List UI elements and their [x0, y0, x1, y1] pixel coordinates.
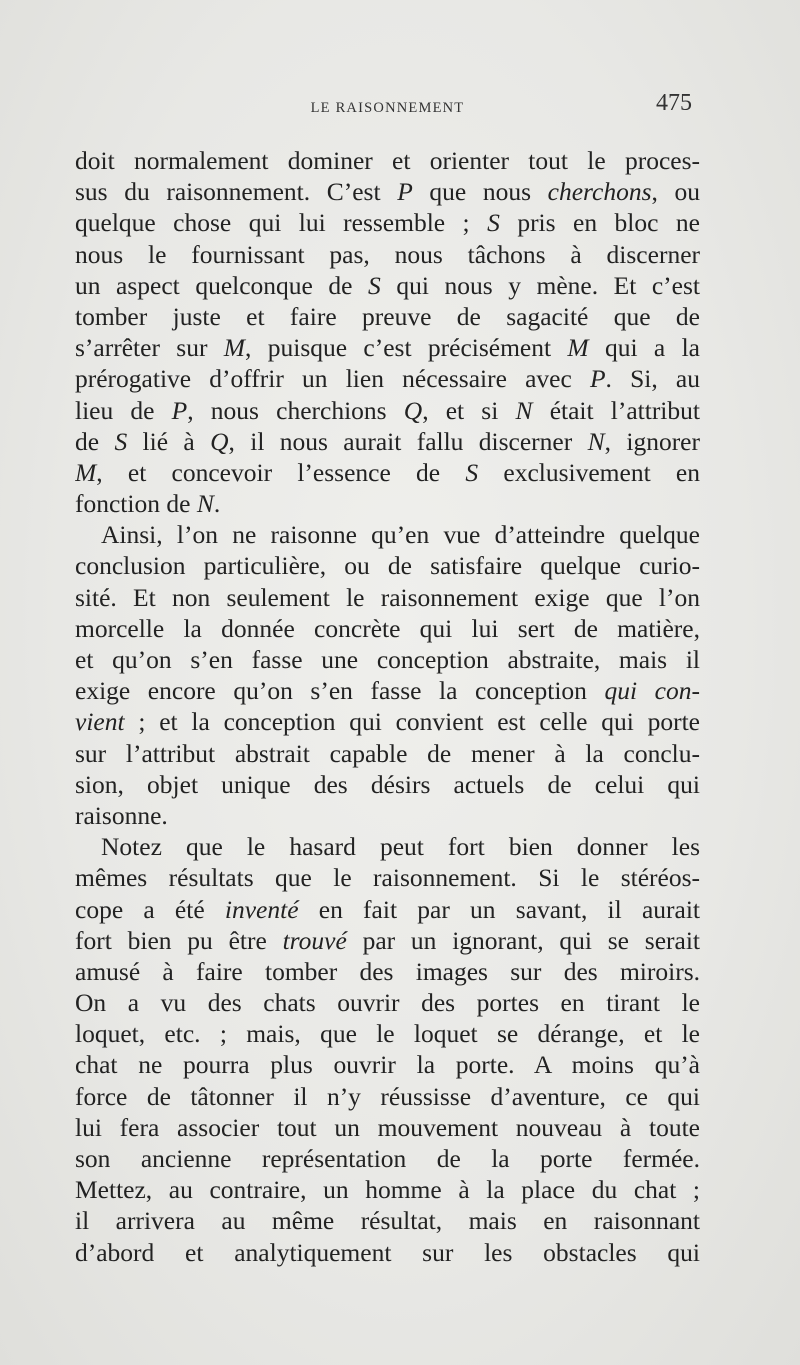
text-line	[75, 488, 700, 519]
text-line	[75, 239, 700, 270]
text-segment: et qu’on s’en fasse une conception abstraite, mais il	[75, 645, 700, 674]
italic-text: P	[171, 395, 188, 425]
italic-text: inventé	[224, 894, 299, 924]
text-segment: qui nous y mène. Et c’est	[380, 270, 700, 300]
text-segment: sité. Et non seulement le raisonnement exige que l’on	[75, 582, 700, 612]
text-line	[75, 800, 700, 831]
text-segment: exclusivement en	[478, 457, 700, 487]
text-line	[75, 301, 700, 332]
text-segment: ; et la conception qui convient est celle qui porte	[124, 707, 700, 737]
text-segment: sion, objet unique des désirs actuels de celui qui	[75, 769, 700, 799]
italic-text: M	[223, 333, 246, 363]
text-line	[75, 987, 700, 1018]
text-segment: Notez que le hasard peut fort bien donner les	[101, 832, 700, 862]
text-line	[75, 207, 700, 238]
text-segment: , ou	[651, 177, 700, 207]
text-segment: que nous	[412, 177, 548, 207]
text-segment: il arrivera au même résultat, mais en raisonnant	[75, 1206, 700, 1236]
text-line	[75, 332, 700, 363]
italic-text: P	[397, 177, 413, 207]
text-line	[75, 769, 700, 800]
text-segment: cope a été	[75, 894, 225, 924]
text-line	[75, 1049, 700, 1080]
page-number: 475	[656, 90, 692, 116]
body-text	[75, 145, 700, 1268]
text-line	[75, 1237, 700, 1268]
text-line	[75, 270, 700, 301]
text-segment: en fait par un savant, il aurait	[298, 894, 700, 924]
text-segment: fonction de	[75, 489, 197, 519]
text-segment: d’abord et analytiquement sur les obstacles qui	[75, 1237, 700, 1267]
text-segment: loquet, etc. ; mais, que le loquet se dérange, et le	[75, 1019, 700, 1049]
text-segment: fort bien pu être	[75, 925, 283, 955]
text-line	[75, 395, 700, 426]
text-segment: , et si	[422, 395, 516, 425]
text-segment: un aspect quelconque de	[75, 270, 369, 300]
italic-text: Q	[210, 426, 229, 456]
text-line	[75, 613, 700, 644]
text-line	[75, 644, 700, 675]
text-segment: morcelle la donnée concrète qui lui sert de matière,	[75, 613, 700, 643]
text-segment: nous le fournissant pas, nous tâchons à discerner	[75, 239, 700, 269]
italic-text: Q	[403, 395, 423, 425]
text-line	[75, 457, 700, 488]
italic-text: N	[587, 426, 605, 456]
text-segment: lui fera associer tout un mouvement nouveau à toute	[75, 1112, 700, 1142]
text-line	[75, 145, 700, 176]
text-segment: exige encore qu’on s’en fasse la conception	[75, 676, 605, 706]
text-segment: .	[213, 489, 221, 519]
italic-text: N	[196, 489, 214, 519]
text-line	[75, 1112, 700, 1143]
text-line	[75, 706, 700, 737]
italic-text: M	[75, 457, 97, 487]
italic-text: S	[465, 457, 479, 487]
text-segment: raisonne.	[75, 800, 168, 830]
running-title: LE RAISONNEMENT	[310, 100, 465, 116]
text-line	[75, 738, 700, 769]
italic-text: P	[589, 364, 606, 394]
text-segment: sur l’attribut abstrait capable de mener à la conclu-	[75, 738, 700, 768]
text-segment: sus du raisonnement. C’est	[75, 177, 398, 207]
text-segment: . Si, au	[605, 364, 700, 394]
text-line	[75, 894, 700, 925]
text-segment: lié à	[127, 426, 211, 456]
text-line	[75, 1018, 700, 1049]
running-head	[75, 92, 700, 122]
text-segment: conclusion particulière, ou de satisfaire quelque curio-	[75, 551, 700, 581]
text-segment: Mettez, au contraire, un homme à la place du chat ;	[75, 1175, 700, 1205]
italic-text: S	[487, 208, 500, 238]
text-line	[75, 1174, 700, 1205]
italic-text: S	[114, 426, 128, 456]
text-line	[75, 1081, 700, 1112]
text-segment: pris en bloc ne	[499, 208, 700, 238]
text-line	[75, 176, 700, 207]
text-line	[75, 1205, 700, 1236]
italic-text: cherchons	[547, 177, 652, 207]
text-line	[75, 519, 700, 550]
text-segment: par un ignorant, qui se serait	[346, 925, 700, 955]
text-segment: , ignorer	[604, 426, 700, 456]
text-segment: doit normalement dominer et orienter tout le proces-	[75, 146, 700, 175]
text-segment: tomber juste et faire preuve de sagacité que de	[75, 301, 700, 331]
text-segment: amusé à faire tomber des images sur des miroirs.	[75, 956, 700, 986]
text-line	[75, 582, 700, 613]
italic-text: vient	[75, 707, 125, 737]
italic-text: qui con-	[604, 676, 700, 706]
text-line	[75, 426, 700, 457]
text-segment: force de tâtonner il n’y réussisse d’aventure, ce qui	[75, 1081, 700, 1111]
text-segment: s’arrêter sur	[75, 333, 224, 363]
text-line	[75, 862, 700, 893]
italic-text: M	[567, 333, 589, 363]
text-line	[75, 675, 700, 706]
text-segment: , il nous aurait fallu discerner	[228, 426, 588, 456]
text-segment: , et concevoir l’essence de	[96, 457, 466, 487]
text-segment: de	[75, 426, 115, 456]
text-line	[75, 956, 700, 987]
italic-text: N	[515, 395, 533, 425]
text-segment: chat ne pourra plus ouvrir la porte. A moins qu’à	[75, 1050, 700, 1080]
italic-text: S	[368, 270, 381, 300]
text-segment: lieu de	[75, 395, 172, 425]
text-segment: son ancienne représentation de la porte fermée.	[75, 1144, 700, 1173]
text-line	[75, 831, 700, 862]
text-line	[75, 925, 700, 956]
text-segment: , nous cherchions	[187, 395, 404, 425]
text-segment: qui a la	[588, 333, 700, 363]
italic-text: trouvé	[282, 925, 347, 955]
text-segment: était l’attribut	[532, 395, 700, 425]
text-segment: quelque chose qui lui ressemble ;	[75, 208, 488, 238]
text-segment: prérogative d’offrir un lien nécessaire avec	[75, 364, 590, 394]
text-segment: , puisque c’est précisément	[245, 333, 568, 363]
text-segment: Ainsi, l’on ne raisonne qu’en vue d’atteindre quelque	[101, 520, 700, 550]
text-line	[75, 1143, 700, 1174]
text-line	[75, 550, 700, 581]
text-segment: On a vu des chats ouvrir des portes en tirant le	[75, 988, 700, 1018]
text-segment: mêmes résultats que le raisonnement. Si le stéréos-	[75, 863, 700, 893]
text-line	[75, 363, 700, 394]
